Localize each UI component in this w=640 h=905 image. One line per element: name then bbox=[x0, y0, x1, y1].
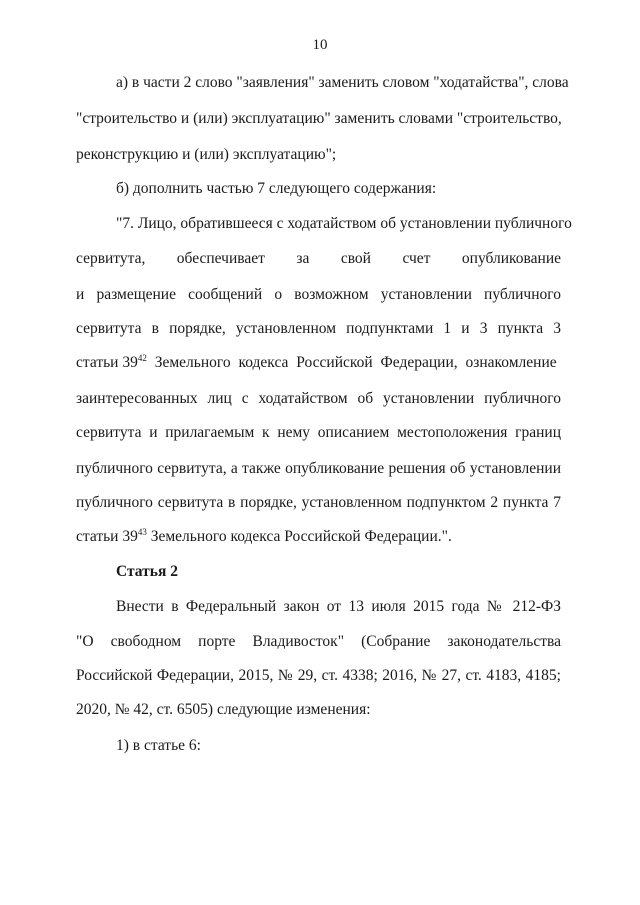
footnote-superscript-43: 43 bbox=[137, 527, 147, 537]
part7-line-1: "7. Лицо, обратившееся с ходатайством об установлении публичного bbox=[116, 215, 572, 232]
part7-line-4: сервитута в порядке, установленном подпунктами 1 и 3 пункта 3 bbox=[76, 320, 561, 337]
article-2-line-4: 2020, № 42, ст. 6505) следующие изменения: bbox=[76, 701, 371, 718]
part7-line-9: публичного сервитута в порядке, установленном подпунктом 2 пункта 7 bbox=[76, 494, 561, 511]
article-2-line-3: Российской Федерации, 2015, № 29, ст. 4338; 2016, № 27, ст. 4183, 4185; bbox=[76, 667, 561, 684]
page-number: 10 bbox=[312, 37, 328, 53]
part7-line-8: публичного сервитута, а также опубликование решения об установлении bbox=[76, 460, 561, 477]
part7-line-10-pre: статьи 39 bbox=[76, 528, 138, 545]
item-a-line-3: реконструкцию и (или) эксплуатацию"; bbox=[76, 146, 337, 163]
item-a-line-1: а) в части 2 слово "заявления" заменить словом "ходатайства", слова bbox=[116, 74, 569, 91]
part7-line-5-pre: статьи 39 bbox=[76, 354, 138, 371]
part7-line-10 bbox=[76, 528, 561, 546]
part7-line-10-post: Земельного кодекса Российской Федерации.". bbox=[146, 528, 452, 545]
article-2-item-1: 1) в статье 6: bbox=[116, 737, 201, 754]
article-2-line-2: "О свободном порте Владивосток" (Собрание законодательства bbox=[76, 633, 561, 650]
article-2-heading: Статья 2 bbox=[116, 563, 178, 580]
item-a-line-2: "строительство и (или) эксплуатацию" заменить словами "строительство, bbox=[76, 110, 562, 127]
article-2-line-1: Внести в Федеральный закон от 13 июля 2015 года № 212-ФЗ bbox=[116, 598, 561, 615]
part7-line-3: и размещение сообщений о возможном установлении публичного bbox=[76, 286, 561, 303]
part7-line-5 bbox=[76, 354, 561, 372]
item-b-line-1: б) дополнить частью 7 следующего содержания: bbox=[116, 180, 437, 197]
part7-line-6: заинтересованных лиц с ходатайством об установлении публичного bbox=[76, 390, 561, 407]
part7-line-5-post: Земельного кодекса Российской Федерации, ознакомление bbox=[146, 354, 557, 371]
footnote-superscript-42: 42 bbox=[137, 353, 147, 363]
part7-line-7: сервитута и прилагаемым к нему описанием местоположения границ bbox=[76, 424, 561, 441]
part7-line-2: сервитута, обеспечивает за свой счет опубликование bbox=[76, 250, 561, 267]
